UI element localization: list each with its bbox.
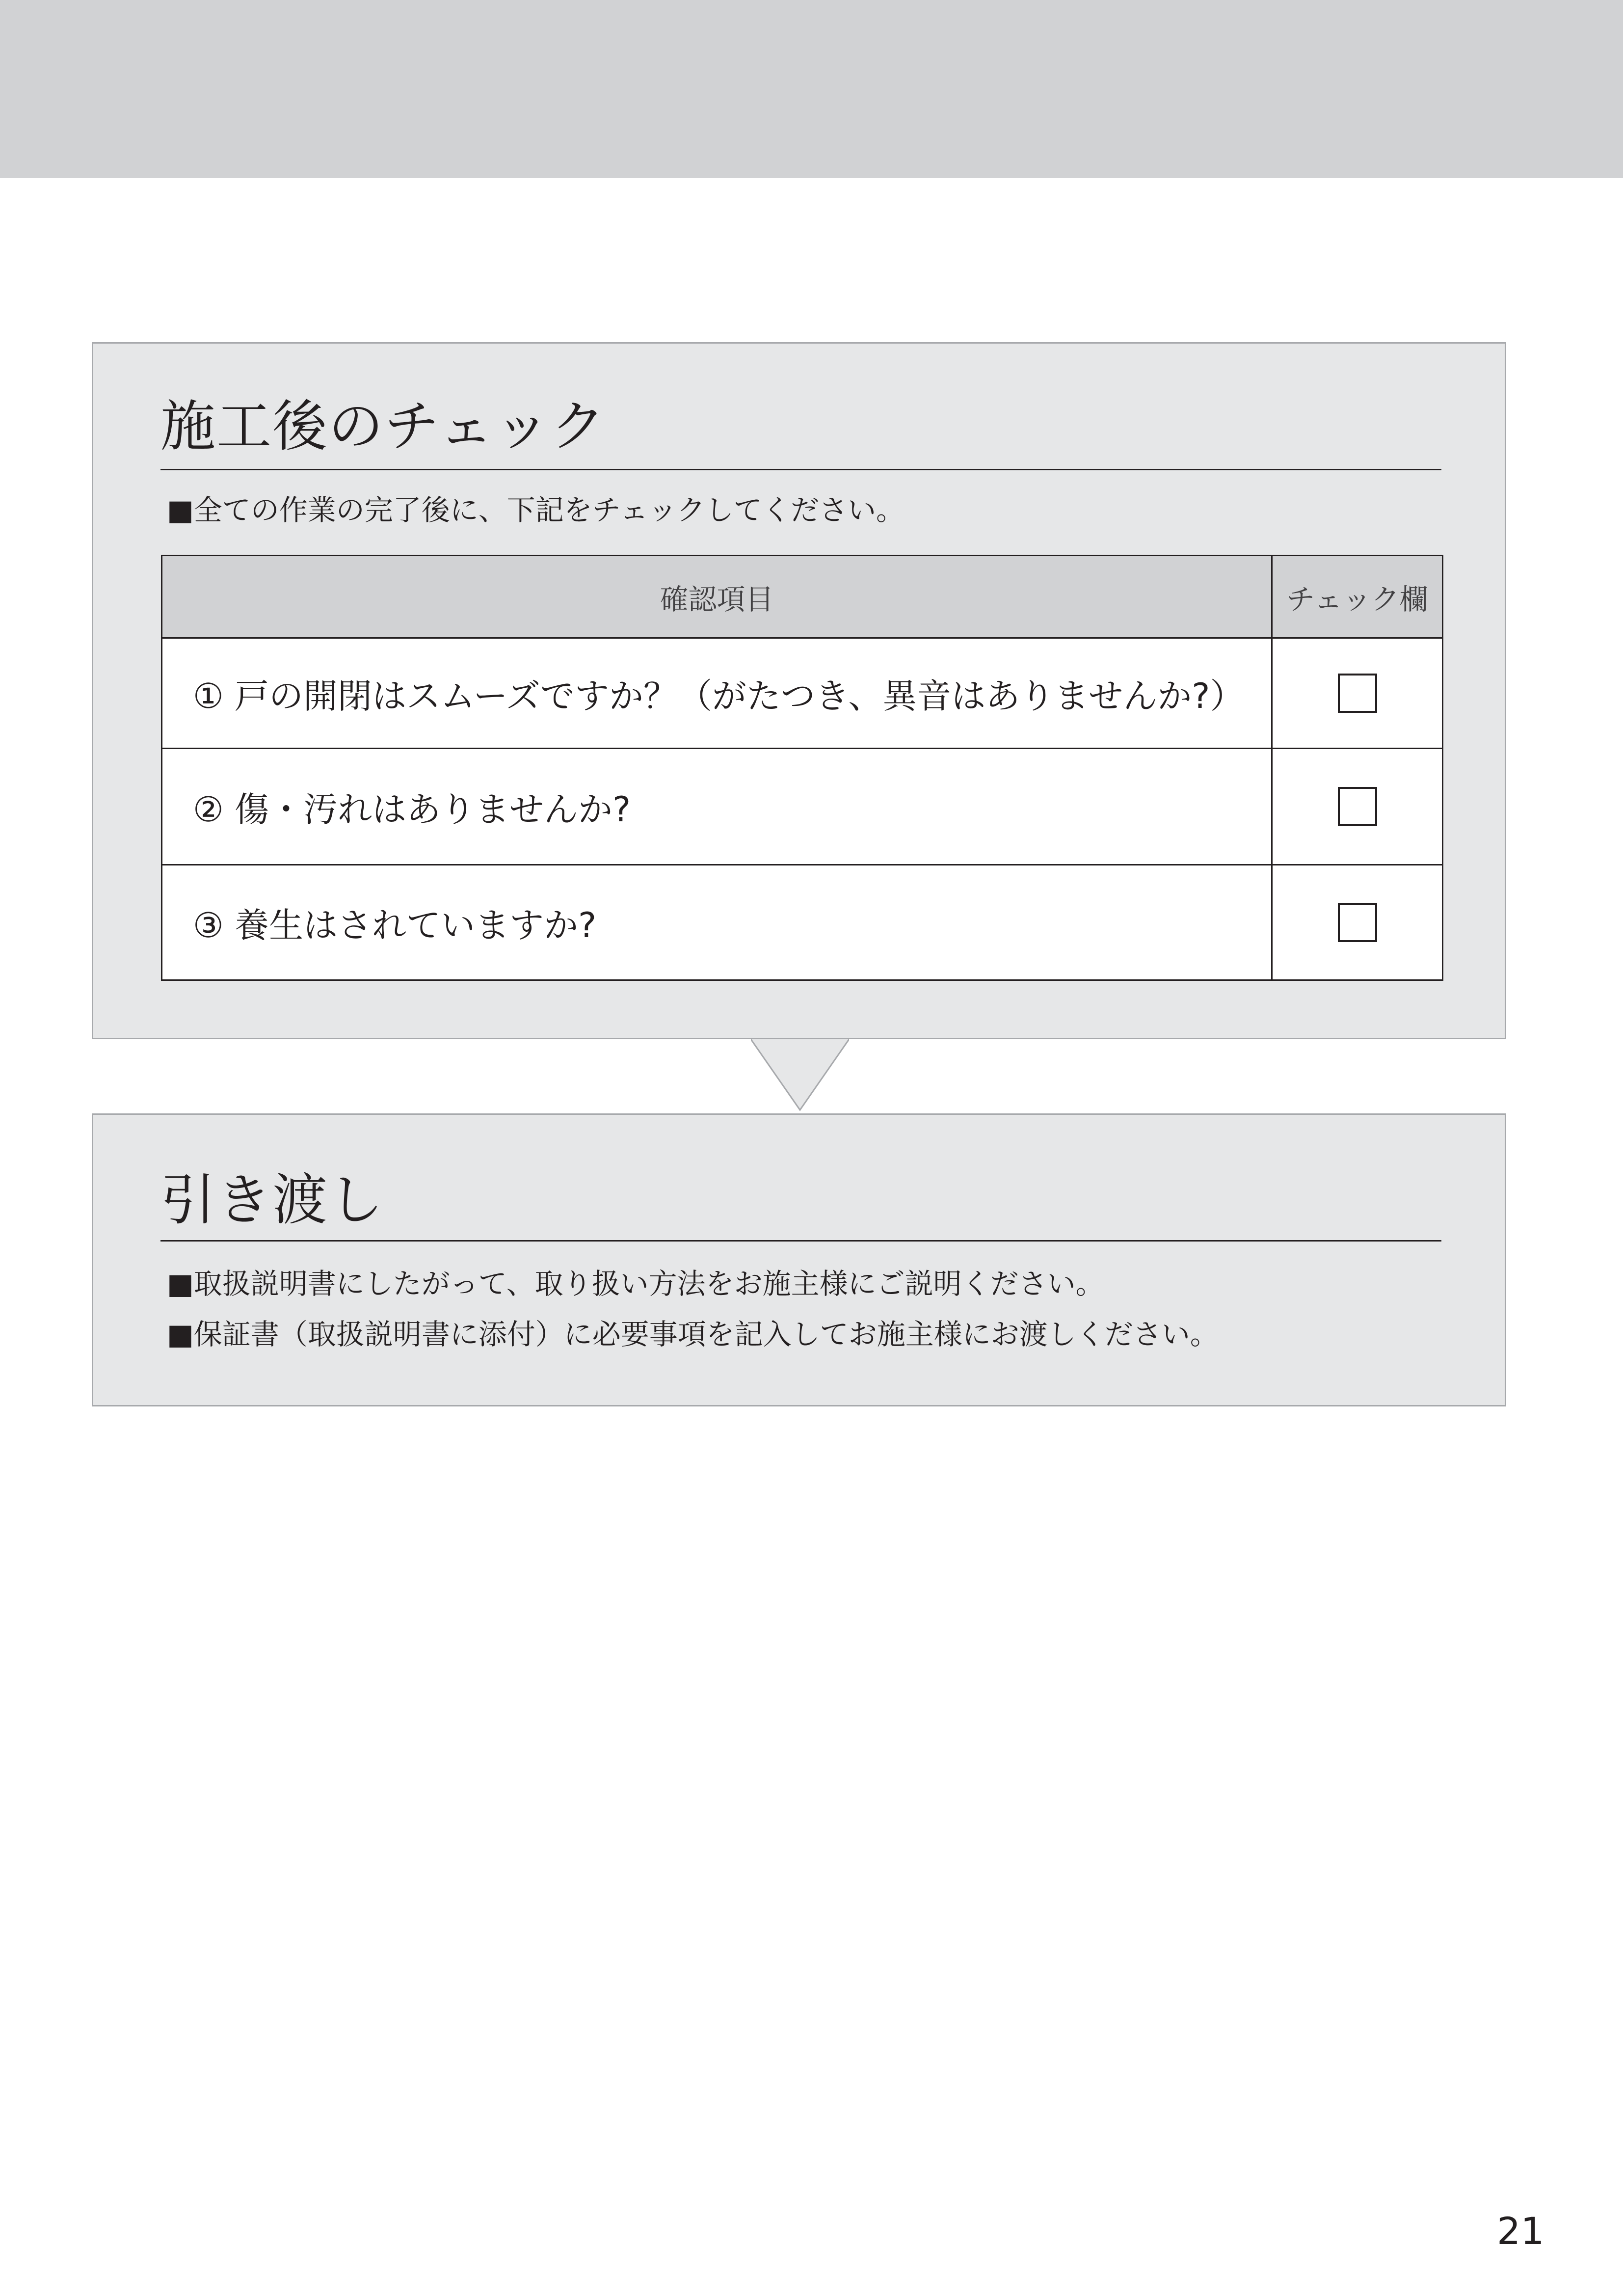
check-cell — [1272, 865, 1443, 980]
checkbox[interactable] — [1338, 674, 1377, 713]
table-row — [162, 865, 1443, 980]
checkbox[interactable] — [1338, 903, 1377, 942]
check-cell — [1272, 638, 1443, 749]
table-row — [162, 638, 1443, 749]
check-instruction: ■全ての作業の完了後に、下記をチェックしてください。 — [167, 493, 905, 527]
handover-section-title: 引き渡し — [160, 1168, 384, 1232]
check-title-rule — [160, 469, 1441, 470]
check-item-text: ② 傷・汚れはありませんか? — [162, 749, 1272, 865]
table-row — [162, 749, 1443, 865]
top-header-band — [0, 0, 1623, 178]
check-table — [161, 555, 1443, 981]
page-number: 21 — [1497, 2209, 1544, 2253]
check-table-header-row — [162, 556, 1443, 638]
header-item: 確認項目 — [162, 556, 1272, 638]
down-arrow-icon — [751, 1038, 849, 1111]
check-item-text: ① 戸の開閉はスムーズですか？（がたつき、異音はありませんか?） — [162, 638, 1272, 749]
handover-line: ■保証書（取扱説明書に添付）に必要事項を記入してお施主様にお渡しください。 — [167, 1318, 1219, 1351]
post-install-check-panel — [92, 342, 1506, 1039]
check-item-text: ③ 養生はされていますか? — [162, 865, 1272, 980]
checkbox[interactable] — [1338, 787, 1377, 826]
handover-panel — [92, 1113, 1506, 1406]
header-check-column: チェック欄 — [1272, 556, 1443, 638]
handover-line: ■取扱説明書にしたがって、取り扱い方法をお施主様にご説明ください。 — [167, 1267, 1104, 1300]
handover-title-rule — [160, 1240, 1441, 1242]
check-cell — [1272, 749, 1443, 865]
check-section-title: 施工後のチェック — [160, 395, 607, 459]
